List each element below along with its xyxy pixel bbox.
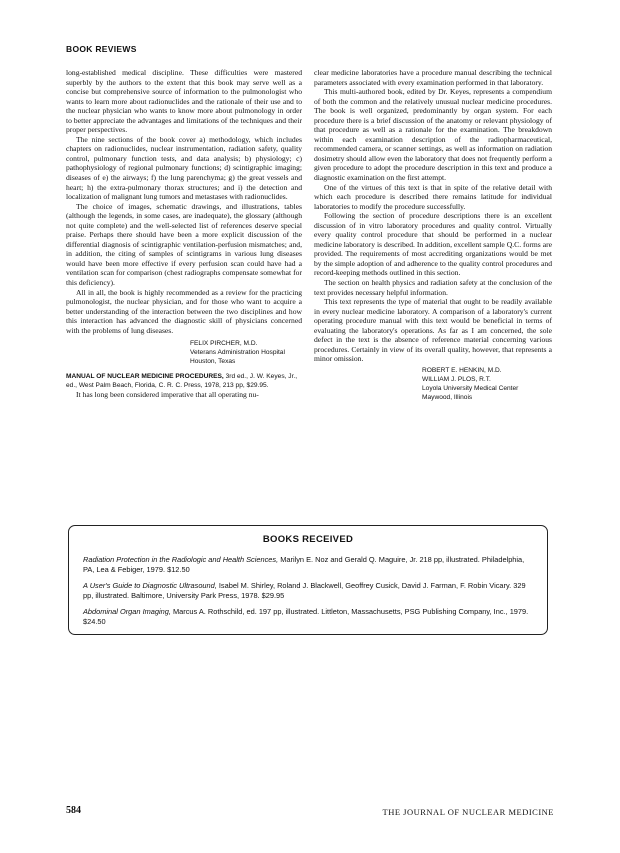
reviewer-name: ROBERT E. HENKIN, M.D. xyxy=(422,366,502,374)
paragraph: clear medicine laboratories have a procedure manual describing the technical parameters associated with every examination performed in that laboratory. xyxy=(314,68,552,87)
reviewer-signature xyxy=(422,366,552,402)
paragraph: The choice of images, schematic drawings, and illustrations, tables (although the legends, in some cases, are inadequate), the glossary (although not quite complete) and the well-selected list of references deserve special praise. Perhaps there should have been a more explicit discussion of the differential diagnosis of scintigraphic ventilation-perfusion mismatches; and, in addition, the citing of samples of scintigrams in various lung diseases would have been more effective if every perfusion scan could have had a ventilation scan for comparison (chest radiographs compensate somewhat for this deficiency). xyxy=(66,201,302,288)
book-details: Isabel M. Shirley, Roland J. Blackwell, Geoffrey Cusick, David J. Farman, F. Robin Vicary. 329 pp, illustrated. Baltimore, University Park Press, 1978. $29.95 xyxy=(83,581,526,600)
right-column xyxy=(314,68,552,402)
paragraph: long-established medical discipline. These difficulties were mastered superbly by the authors to the extent that this book may serve well as a concise but comprehensive source of information to the pulmonologist who wants to learn more about radionuclides and the rationale of their use and to the nuclear physician who wants to know more about pulmonology in order to better appreciate the advantages and limitations of the techniques and their proper perspectives. xyxy=(66,68,302,135)
journal-name: THE JOURNAL OF NUCLEAR MEDICINE xyxy=(382,807,554,817)
paragraph: The section on health physics and radiation safety at the conclusion of the text provides necessary helpful information. xyxy=(314,278,552,297)
book-meta: 3rd ed., J. W. Keyes, Jr., ed., West Palm Beach, Florida, C. R. C. Press, 1978, 213 pp, $29.95. xyxy=(66,373,298,390)
reviewer-affiliation: Loyola University Medical Center xyxy=(422,384,519,392)
paragraph: This text represents the type of material that ought to be readily available in every nuclear medicine laboratory. A comparison of a laboratory's current operating procedure manual with this text would be beneficial in terms of evaluating the laboratory's operations. As far as I am concerned, the sole defect in the text is the absence of reference material concerning various procedures. Certainly in view of its overall quality, however, that represents a minor omission. xyxy=(314,297,552,364)
review-heading xyxy=(66,372,302,390)
book-entry xyxy=(83,555,533,574)
reviewer-affiliation: Veterans Administration Hospital xyxy=(190,349,285,357)
paragraph: It has long been considered imperative that all operating nu- xyxy=(76,390,259,400)
paragraph: Following the section of procedure descriptions there is an excellent discussion of in vitro laboratory procedures and quality control. Virtually every quality control procedure that should be performed in a nuclear medicine laboratory is described. In addition, excellent sample Q.C. forms are provided. The requirements of most accrediting organizations would be met by the simple adoption of and adherence to the quality control procedures and record-keeping methods outlined in this section. xyxy=(314,211,552,278)
book-title: MANUAL OF NUCLEAR MEDICINE PROCEDURES, xyxy=(66,373,224,381)
paragraph: The nine sections of the book cover a) methodology, which includes chapters on radionuclides, nuclear instrumentation, radiation safety, quality control, pulmonary function tests, and data analysis; b) physiology; c) pathophysiology of regional pulmonary functions; d) scintigraphic imaging; diseases of e) the airways; f) the lung parenchyma; g) the great vessels and heart; h) the extra-pulmonary thorax structures; and i) the detection and localization of malignant lung tumors and metastases with radionuclides. xyxy=(66,134,302,202)
book-title: Radiation Protection in the Radiologic and Health Sciences, xyxy=(83,555,279,564)
reviewer-location: Maywood, Illinois xyxy=(422,393,473,401)
book-details: Marilyn E. Noz and Gerald Q. Maguire, Jr. 218 pp, illustrated. Philadelphia, PA, Lea & Febiger, 1979. $12.50 xyxy=(83,555,525,574)
books-received-title: BOOKS RECEIVED xyxy=(262,534,354,545)
paragraph: This multi-authored book, edited by Dr. Keyes, represents a compendium of both the common and the relatively unusual nuclear medicine procedures. The book is well organized, predominantly by organ system. For each procedure there is a brief discussion of the anatomy or relevant physiology of that procedure as well as a rationale for the examination. The breakdown within each examination description of the radiopharmaceutical, recommended camera, or scanner settings, as well as information on radiation dosimetry should allow even the laboratory that does not frequently perform a given procedure to adopt the procedure description in this text and produce a diagnostic examination on the first attempt. xyxy=(314,87,552,183)
page-number: 584 xyxy=(66,805,81,816)
reviewer-signature xyxy=(190,339,302,366)
book-entry xyxy=(83,607,533,626)
books-received-box xyxy=(68,525,548,635)
book-title: Abdominal Organ Imaging, xyxy=(83,607,171,617)
paragraph: All in all, the book is highly recommended as a review for the practicing pulmonologist, the nuclear physician, and for those who want to acquire a better understanding of the interaction between the two disciplines and how this interaction has advanced the diagnostic skill of physicians concerned with the problems of lung diseases. xyxy=(66,287,302,335)
book-title: A User's Guide to Diagnostic Ultrasound, xyxy=(83,581,217,591)
left-column xyxy=(66,68,302,400)
book-details: Marcus A. Rothschild, ed. 197 pp, illustrated. Littleton, Massachusetts, PSG Publishing Company, Inc., 1979. $24.50 xyxy=(83,607,529,626)
reviewer-name: WILLIAM J. PLOS, R.T. xyxy=(422,375,491,383)
book-entry xyxy=(83,581,533,600)
section-header: BOOK REVIEWS xyxy=(66,44,137,54)
reviewer-location: Houston, Texas xyxy=(190,358,236,366)
reviewer-name: FELIX PIRCHER, M.D. xyxy=(190,340,258,348)
paragraph: One of the virtues of this text is that in spite of the relative detail with which each procedure is described there remains latitude for individual laboratories to modify the procedure successfully. xyxy=(314,182,552,211)
